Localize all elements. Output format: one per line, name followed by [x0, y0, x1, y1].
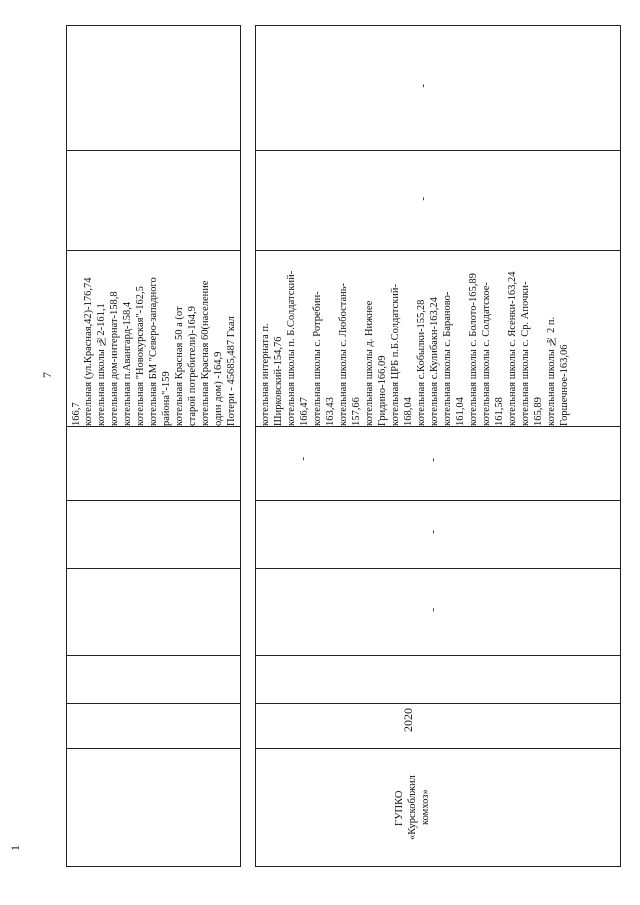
- boiler-list-line: котельная школы с. Ср. Апочки-: [520, 281, 531, 426]
- empty-cell-mark: -: [417, 197, 429, 201]
- table-row-divider: [66, 150, 241, 151]
- empty-cell-mark: -: [417, 84, 429, 88]
- table-cell-text: котельная (ул.Красная,42)-176,74: [83, 277, 94, 426]
- organization-line: ГУПКО: [394, 790, 405, 826]
- table-row-divider: [255, 568, 621, 569]
- boiler-list-line: котельная школы п. Б.Солдатский-: [286, 270, 297, 426]
- boiler-list-line: котельная школы с. Любостань-: [338, 282, 349, 426]
- table-border: [620, 25, 621, 867]
- table-border: [255, 25, 256, 867]
- organization-line: комхоз»: [420, 789, 431, 825]
- organization-line: «Курскоблжил: [407, 775, 418, 840]
- boiler-list-line: котельная с.Кобылки-155,28: [416, 299, 427, 426]
- table-cell-text: района"-159: [161, 371, 172, 426]
- boiler-list-line: Горшечное-163,06: [559, 344, 570, 426]
- boiler-list-line: котельная школы № 2 п.: [546, 316, 557, 426]
- boiler-list-line: котельная школы д. Нижнее: [364, 300, 375, 426]
- table-row-divider: [66, 568, 241, 569]
- boiler-list-line: 166,47: [299, 397, 310, 426]
- table-cell-text: котельная БМ "Северо-западного: [148, 277, 159, 426]
- table-border: [255, 866, 621, 867]
- row-number: 1: [8, 845, 22, 851]
- empty-cell-mark: -: [427, 530, 439, 534]
- table-cell-text: котельная п.Авангард-158,4: [122, 301, 133, 426]
- table-cell-text: один дом) -164,9: [213, 351, 224, 426]
- table-cell-text: 166,7: [71, 402, 82, 426]
- table-row-divider: [66, 655, 241, 656]
- boiler-list-line: 168,04: [403, 397, 414, 426]
- table-border: [66, 866, 241, 867]
- table-row-divider: [255, 426, 621, 427]
- boiler-list-line: котельная школы с. Бараново-: [442, 291, 453, 426]
- table-cell-text: котельная дом-интернат-158,8: [109, 291, 120, 426]
- table-border: [255, 25, 621, 26]
- table-row-divider: [255, 748, 621, 749]
- boiler-list-line: котельная школы с. Болото-165,89: [468, 273, 479, 426]
- boiler-list-line: 157,66: [351, 397, 362, 426]
- table-border: [66, 25, 241, 26]
- table-cell-text: Потери - 45685,487 Гкал: [226, 316, 237, 426]
- boiler-list-line: 163,43: [325, 397, 336, 426]
- year: 2020: [401, 708, 415, 732]
- boiler-list-line: Гридино-166,09: [377, 355, 388, 426]
- boiler-list-line: Ширковский-154,76: [273, 336, 284, 426]
- table-cell-text: котельная "Новокурская"-162,5: [135, 286, 146, 426]
- page-number: 7: [40, 372, 54, 378]
- table-row-divider: [66, 500, 241, 501]
- boiler-list-line: котельная с.Кулибакн-163,24: [429, 297, 440, 426]
- table-cell-text: старой потребители)-164,9: [187, 306, 198, 426]
- boiler-list-line: котельная школы с. Ротребин-: [312, 291, 323, 426]
- table-row-divider: [66, 748, 241, 749]
- boiler-list-line: котельная школы с. Ясенки-163,24: [507, 271, 518, 426]
- table-row-divider: [66, 703, 241, 704]
- table-row-divider: [255, 500, 621, 501]
- table-row-divider: [66, 426, 241, 427]
- table-row-divider: [255, 703, 621, 704]
- boiler-list-line: котельная школы с. Солдатское-: [481, 282, 492, 426]
- table-cell-text: котельная Красная 50 а (от: [174, 306, 185, 426]
- table-cell-text: котельная Красная 60(население: [200, 280, 211, 426]
- boiler-list-line: котельная ЦРБ п.Б.Солдатский-: [390, 284, 401, 426]
- table-row-divider: [255, 150, 621, 151]
- boiler-list-line: 161,04: [455, 397, 466, 426]
- empty-cell-mark: -: [427, 458, 439, 462]
- empty-cell-mark: -: [427, 608, 439, 612]
- boiler-list-line: 161,58: [494, 397, 505, 426]
- table-border: [66, 25, 67, 867]
- empty-cell-mark: -: [297, 457, 309, 461]
- table-cell-text: котельная школы №2-161,1: [96, 303, 107, 426]
- boiler-list-line: котельная интерната п.: [260, 323, 271, 426]
- table-border: [240, 25, 241, 867]
- boiler-list-line: 165,89: [533, 397, 544, 426]
- table-row-divider: [255, 655, 621, 656]
